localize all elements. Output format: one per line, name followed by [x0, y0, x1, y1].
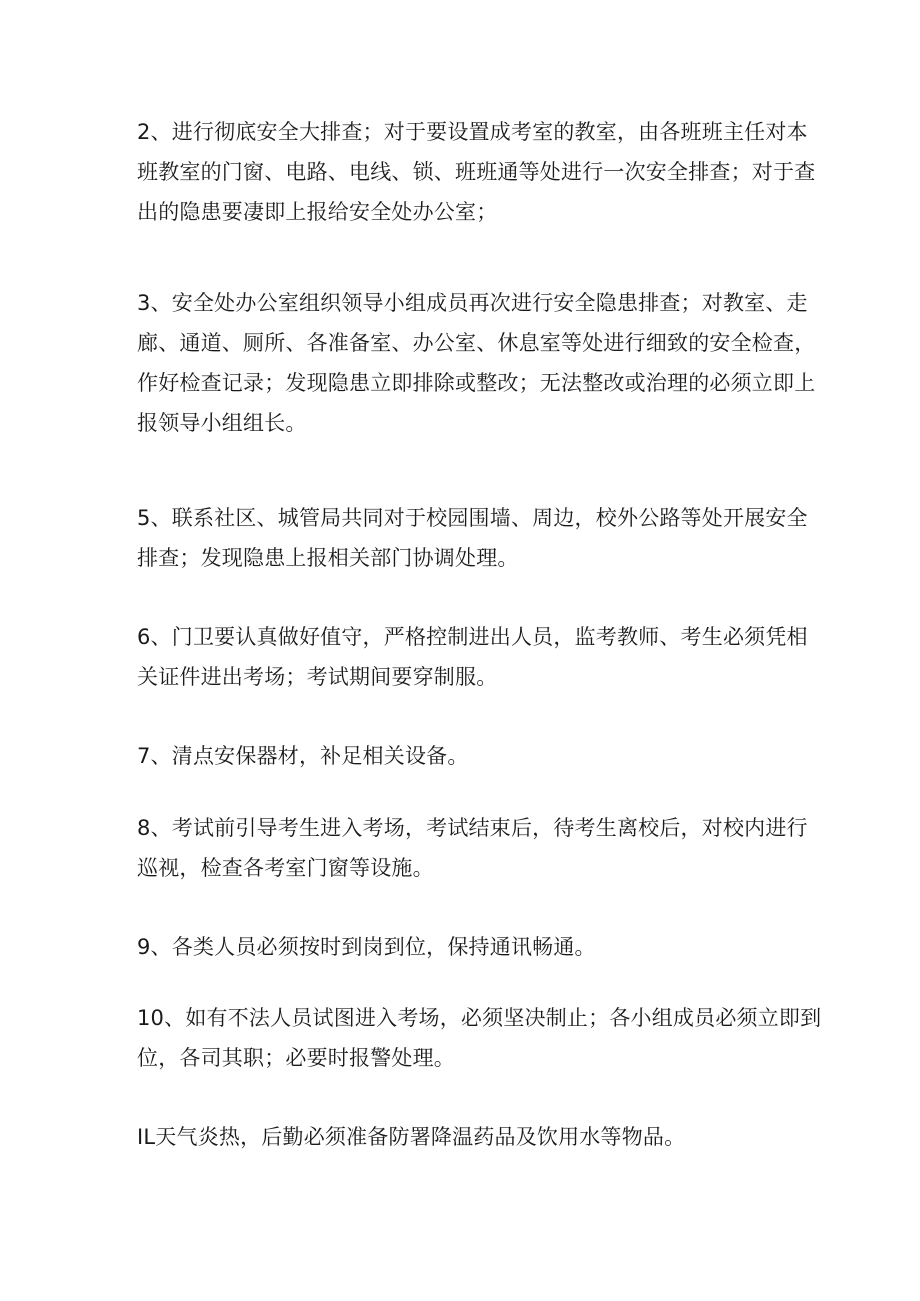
text-line: 廊、通道、厕所、各准备室、办公室、休息室等处进行细致的安全检查，: [137, 331, 816, 355]
text-line: 8、考试前引导考生进入考场，考试结束后，待考生离校后，对校内进行: [137, 816, 808, 840]
text-line: 2、进行彻底安全大排查；对于要设置成考室的教室，由各班班主任对本: [137, 120, 808, 144]
text-line: 7、清点安保器材，补足相关设备。: [137, 744, 469, 768]
text-line: 报领导小组组长。: [137, 411, 307, 435]
paragraph-item-8: [137, 808, 808, 888]
text-line: 出的隐患要凄即上报给安全处办公室；: [137, 200, 498, 224]
paragraph-item-3: [137, 283, 816, 443]
paragraph-item-9: [137, 927, 797, 967]
text-line: 3、安全处办公室组织领导小组成员再次进行安全隐患排查；对教室、走: [137, 291, 808, 315]
text-line: 作好检查记录；发现隐患立即排除或整改；无法整改或治理的必须立即上: [137, 371, 816, 395]
paragraph-item-6: [137, 617, 808, 697]
text-line: IL天气炎热，后勤必须准备防署降温药品及饮用水等物品。: [137, 1125, 686, 1149]
text-line: 巡视，检查各考室门窗等设施。: [137, 856, 434, 880]
paragraph-item-11: [137, 1117, 797, 1157]
text-line: 9、各类人员必须按时到岗到位，保持通讯畅通。: [137, 935, 596, 959]
paragraph-item-7: [137, 736, 797, 776]
paragraph-item-5: [137, 498, 808, 578]
text-line: 5、联系社区、城管局共同对于校园围墙、周边，校外公路等处开展安全: [137, 506, 808, 530]
text-line: 10、如有不法人员试图进入考场，必须坚决制止；各小组成员必须立即到: [137, 1006, 822, 1030]
text-line: 位，各司其职；必要时报警处理。: [137, 1046, 455, 1070]
paragraph-item-2: [137, 112, 816, 232]
text-line: 班教室的门窗、电路、电线、锁、班班通等处进行一次安全排查；对于查: [137, 160, 816, 184]
text-line: 6、门卫要认真做好值守，严格控制进出人员，监考教师、考生必须凭相: [137, 625, 808, 649]
text-line: 关证件进出考场；考试期间要穿制服。: [137, 665, 498, 689]
text-line: 排查；发现隐患上报相关部门协调处理。: [137, 546, 519, 570]
paragraph-item-10: [137, 998, 822, 1078]
